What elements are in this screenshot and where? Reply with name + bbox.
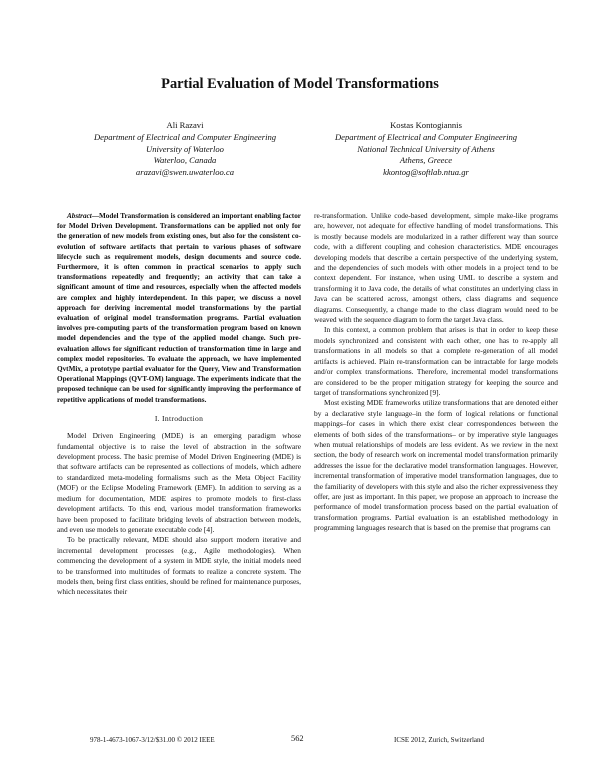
paragraph: re-transformation. Unlike code-based development, simple make-like programs are, however, not adequate for effective handling of model transformations. This is mostly because models are modularized in a rather different way than source code, with a different coupling and cohesion characteristics. MDE encourages developing models that describe a certain perspective of the underlying system, and the dependencies of such models with other models in a project tend to be context dependent. For instance, when using UML to describe a system and transforming it to Java code, the details of what constitutes an underlying class in Java can be scattered across, amongst others, class diagrams and sequence diagrams. Consequently, a change made to the class diagram would need to be weaved with the sequence diagram to form the target Java class. <box>314 211 558 325</box>
footer-isbn: 978-1-4673-1067-3/12/$31.00 © 2012 IEEE <box>90 736 215 744</box>
author-block-2 <box>301 120 551 179</box>
author-university: University of Waterloo <box>146 143 224 154</box>
author-location: Waterloo, Canada <box>153 155 217 166</box>
footer-venue: ICSE 2012, Zurich, Switzerland <box>394 736 485 744</box>
author-university: National Technical University of Athens <box>357 143 495 154</box>
author-block-1 <box>60 120 310 179</box>
author-name: Kostas Kontogiannis <box>390 120 462 130</box>
abstract-text: —Model Transformation is considered an important enabling factor for Model Driven Development. Transformations can be applied not only for the generation of new models from existing ones, but also for the consistent co-evolution of software artifacts that pertain to various phases of software lifecycle such as requirement models, design documents and source code. Furthermore, it is often common in practical scenarios to apply such transformations repeatedly and frequently; an activity that can take a significant amount of time and resources, especially when the affected models are complex and highly interdependent. In this paper, we discuss a novel approach for deriving incremental model transformations by the partial evaluation of original model transformation programs. Partial evaluation involves pre-computing parts of the transformation program based on known model dependencies and the type of the applied model change. Such pre-evaluation allows for significant reduction of transformation time in large and complex model repositories. To evaluate the approach, we have implemented QvtMix, a prototype partial evaluator for the Query, View and Transformation Operational Mappings (QVT-OM) language. The experiments indicate that the proposed technique can be used for significantly improving the performance of repetitive applications of model transformations. <box>57 212 301 404</box>
abstract-label: Abstract <box>67 212 92 220</box>
paragraph: In this context, a common problem that arises is that in order to keep these models synchronized and consistent with each other, one has to re-apply all transformations in all models so that a complete re-generation of all model artifacts is achieved. Plain re-transformation can be intractable for large models and/or complex transformations. Therefore, incremental model transformations are considered to be the proper mitigation strategy for keeping the source and target of transformations synchronized [9]. <box>314 325 558 397</box>
author-email: kkontog@softlab.ntua.gr <box>383 167 469 178</box>
author-department: Department of Electrical and Computer Engineering <box>334 131 518 142</box>
paragraph: To be practically relevant, MDE should also support modern iterative and incremental development processes (e.g., Agile methodologies). When commencing the development of a system in MDE style, the initial models need to be transformed into multitudes of formats to realize a concrete system. The models then, being first class entities, should be refined for maintenance purposes, which necessitates their <box>57 535 301 597</box>
paragraph: Most existing MDE frameworks utilize transformations that are denoted either by a declarative style language–in the form of logical relations or functional mappings–for cases in which there exist clear correspondences between the elements of both sides of the transformations– or by imperative style languages when mutual relationships of models are less evident. As we review in the next section, the body of research work on incremental model transformation primarily addresses the issue for the declarative model transformation languages. However, incremental transformation of imperative model transformation languages, due to the familiarity of developers with this style and also the richer expressiveness they offer, are just as important. In this paper, we propose an approach to increase the performance of model transformation process based on the partial evaluation of transformation programs. Partial evaluation is an established methodology in programming languages research that is based on the premise that programs can <box>314 398 558 533</box>
author-department: Department of Electrical and Computer Engineering <box>93 131 277 142</box>
paper-title: Partial Evaluation of Model Transformations <box>161 76 439 92</box>
abstract <box>57 211 301 405</box>
author-name: Ali Razavi <box>166 120 204 130</box>
section-heading: I. Introduction <box>154 413 204 423</box>
paragraph: Model Driven Engineering (MDE) is an emerging paradigm whose fundamental objective is to raise the level of abstraction in the software development process. The basic premise of Model Driven Engineering (MDE) is that software artifacts can be represented as collections of models, which adhere to standardized meta-modeling formalisms such as the Meta Object Facility (MOF) or the Eclipse Modeling Framework (EMF). In addition to serving as a medium for documentation, MDE aspires to promote models to first-class development artifacts. To this end, various model transformation frameworks have been proposed to facilitate bridging levels of abstraction between models, and even use models to generate executable code [4]. <box>57 431 301 534</box>
author-email: arazavi@swen.uwaterloo.ca <box>135 167 235 178</box>
footer-page-number: 562 <box>291 734 304 743</box>
right-column <box>314 211 558 534</box>
left-column <box>57 211 301 598</box>
author-location: Athens, Greece <box>399 155 453 166</box>
